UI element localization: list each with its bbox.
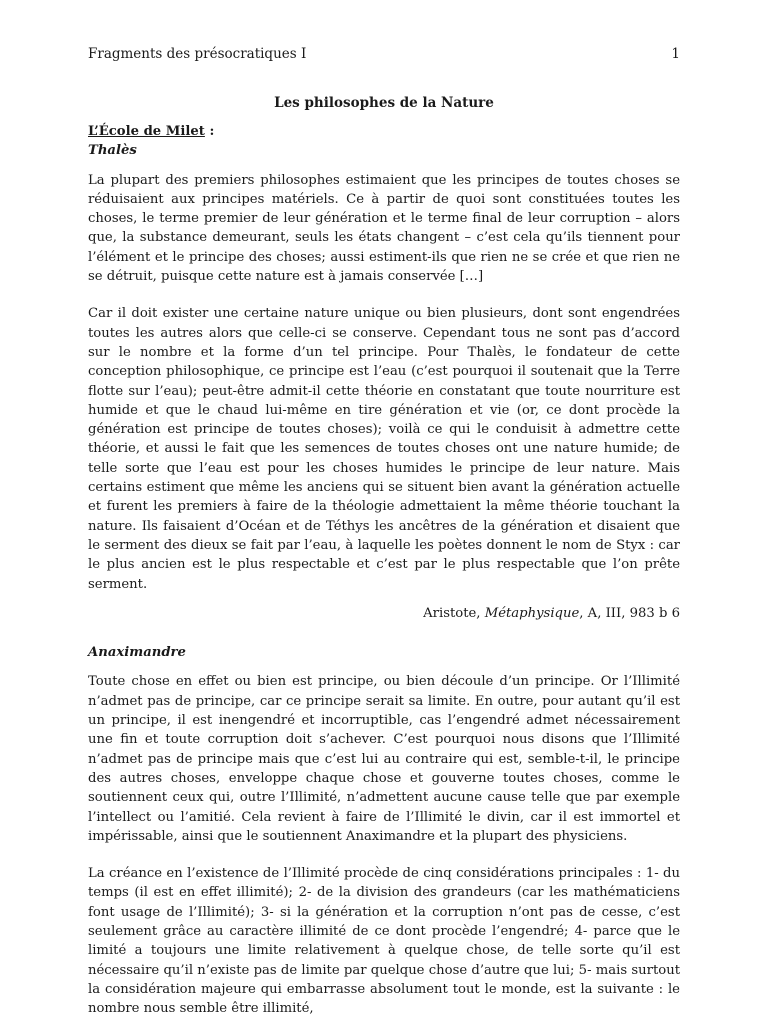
school-heading: L’École de Milet (88, 124, 205, 139)
thales-heading: Thalès (88, 143, 137, 159)
running-header (88, 46, 680, 62)
citation-author: Aristote, (423, 605, 485, 621)
school-heading-line (88, 122, 680, 141)
anaximandre-heading: Anaximandre (88, 645, 186, 661)
paragraph-anaximandre-2: La créance en l’existence de l’Illimité procède de cinq considérations principales : 1- du temps (il est en effet illimité); 2- de la division des grandeurs (car les mathématiciens font usage de l’Illimité); 3- si la génération et la corruption n’ont pas de cesse, c’est seulement grâce au caractère illimité de ce dont procède l’engendré; 4- parce que le limité a toujours une limite relativement à quelque chose, de telle sorte qu’il est nécessaire qu’il n’existe pas de limite par quelque chose d’autre que lui; 5- mais surtout la considération majeure qui embarrasse absolument tout le monde, est la suivante : le nombre nous semble être illimité, (88, 866, 680, 1017)
document-title: Les philosophes de la Nature (274, 95, 494, 111)
school-heading-colon: : (204, 124, 215, 139)
document-body (88, 122, 680, 1018)
citation-work: Métaphysique (484, 605, 580, 621)
citation-reference: , A, III, 983 b 6 (579, 605, 680, 621)
paragraph-thales-1: La plupart des premiers philosophes estimaient que les principes de toutes choses se réduisaient aux principes matériels. Ce à partir de quoi sont constituées toutes les choses, le terme premier de leur génération et le terme final de leur corruption – alors que, la substance demeurant, seuls les états changent – c’est cela qu’ils tiennent pour l’élément et le principe des choses; aussi estiment-ils que rien ne se crée et que rien ne se détruit, puisque cette nature est à jamais conservée […] (88, 172, 680, 285)
paragraph-thales-2: Car il doit exister une certaine nature unique ou bien plusieurs, dont sont engendrées toutes les autres alors que celle-ci se conserve. Cependant tous ne sont pas d’accord sur le nombre et la forme d’un tel principe. Pour Thalès, le fondateur de cette conception philosophique, ce principe est l’eau (c’est pourquoi il soutenait que la Terre flotte sur l’eau); peut-être admit-il cette théorie en constatant que toute nourriture est humide et que le chaud lui-même en tire génération et vie (or, ce dont procède la génération est principe de toutes choses); voilà ce qui le conduisit à admettre cette théorie, et aussi le fait que les semences de toutes choses ont une nature humide; de telle sorte que l’eau est pour les choses humides le principe de leur nature. Mais certains estiment que même les anciens qui se situent bien avant la génération actuelle et furent les premiers à faire de la théologie admettaient la même théorie touchant la nature. Ils faisaient d’Océan et de Téthys les ancêtres de la génération et disaient que le serment des dieux se fait par l’eau, à laquelle les poètes donnent le nom de Styx : car le plus ancien est le plus respectable et c’est par le plus respectable que l’on prête serment. (88, 306, 680, 592)
page-number: 1 (671, 46, 680, 62)
paragraph-anaximandre-1: Toute chose en effet ou bien est principe, ou bien découle d’un principe. Or l’Illimité n’admet pas de principe, car ce principe serait sa limite. En outre, pour autant qu’il est un principe, il est inengendré et incorruptible, cas l’engendré admet nécessairement une fin et toute corruption doit s’achever. C’est pourquoi nous disons que l’Illimité n’admet pas de principe mais que c’est lui au contraire qui est, semble-t-il, le principe des autres choses, enveloppe chaque chose et gouverne toutes choses, comme le soutiennent ceux qui, outre l’Illimité, n’admettent aucune cause telle que par exemple l’intellect ou l’amitié. Cela revient à faire de l’Illimité le divin, car il est immortel et impérissable, ainsi que le soutiennent Anaximandre et la plupart des physiciens. (88, 674, 680, 844)
running-title: Fragments des présocratiques I (88, 46, 307, 62)
citation (88, 604, 680, 623)
